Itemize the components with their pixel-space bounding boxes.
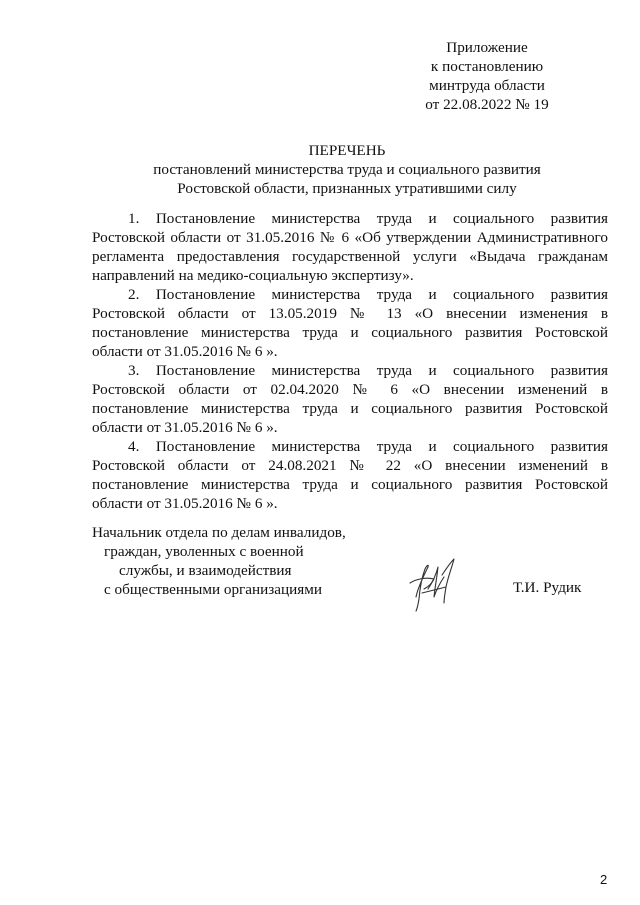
handwritten-signature-icon <box>402 553 464 615</box>
resolution-list <box>92 209 608 513</box>
signer-name: Т.И. Рудик <box>513 579 582 596</box>
annex-header <box>397 38 577 114</box>
list-item: 2. Постановление министерства труда и социального развития Ростовской области от 13.05.2019 № 13 «О внесении изменения в постановление министерства труда и социального развития Ростовской области от 31.05.2016 № 6 ». <box>92 286 608 360</box>
annex-line-4: от 22.08.2022 № 19 <box>425 96 549 113</box>
list-item: 3. Постановление министерства труда и социального развития Ростовской области от 02.04.2020 № 6 «О внесении изменений в постановление министерства труда и социального развития Ростовской области от 31.05.2016 № 6 ». <box>92 362 608 436</box>
position-line-3: службы, и взаимодействия <box>119 562 292 579</box>
list-item: 4. Постановление министерства труда и социального развития Ростовской области от 24.08.2021 № 22 «О внесении изменений в постановление министерства труда и социального развития Ростовской области от 31.05.2016 № 6 ». <box>92 438 608 512</box>
document-subtitle-line-1: постановлений министерства труда и социального развития <box>153 161 541 178</box>
position-line-4: с общественными организациями <box>104 581 323 598</box>
annex-line-2: к постановлению <box>430 58 544 75</box>
annex-line-1: Приложение <box>446 39 528 56</box>
position-line-1: Начальник отдела по делам инвалидов, <box>92 524 346 541</box>
document-title: ПЕРЕЧЕНЬ <box>308 142 386 159</box>
document-subtitle-line-2: Ростовской области, признанных утратившими силу <box>177 180 517 197</box>
page-number: 2 <box>600 872 608 887</box>
position-line-2: граждан, уволенных с военной <box>104 543 304 560</box>
annex-line-3: минтруда области <box>429 77 545 94</box>
document-heading <box>92 141 602 198</box>
list-item: 1. Постановление министерства труда и социального развития Ростовской области от 31.05.2016 № 6 «Об утверждении Административного регламента предоставления государственной услуги «Выдача гражданам направлений на медико-социальную экспертизу». <box>92 210 608 284</box>
signatory-position <box>92 523 362 599</box>
